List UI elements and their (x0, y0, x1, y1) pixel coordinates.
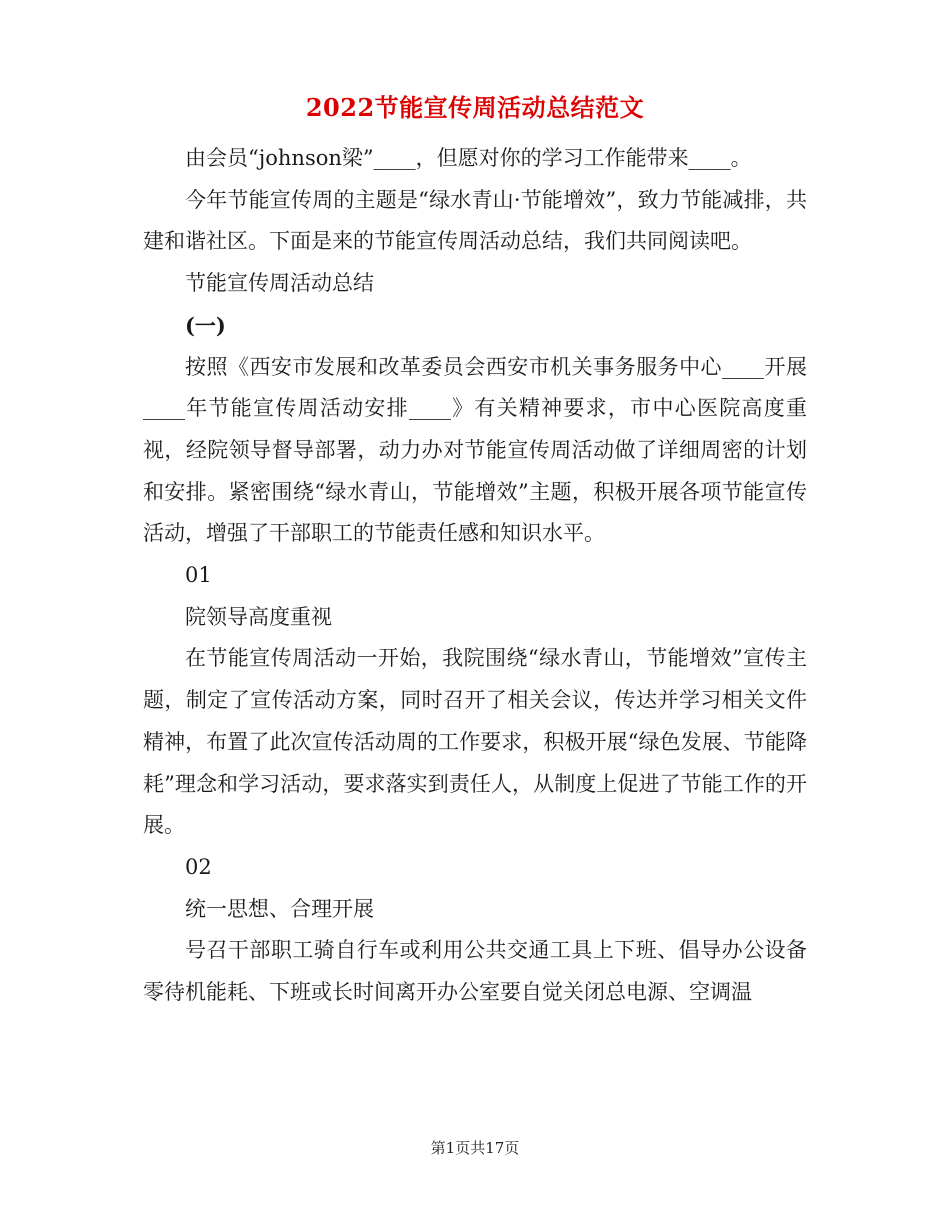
item-heading-01: 院领导高度重视 (185, 604, 332, 629)
item-number-02: 02 (185, 854, 212, 879)
item-heading-02: 统一思想、合理开展 (185, 896, 374, 921)
document-title: 2022节能宣传周活动总结范文 (305, 93, 645, 122)
item-number-01: 01 (185, 563, 212, 588)
section-heading: 节能宣传周活动总结 (185, 271, 374, 296)
paragraph-intro: 由会员“johnson梁”____，但愿对你的学习工作能带来____。 (185, 146, 752, 170)
paragraph-measures: 号召干部职工骑自行车或利用公共交通工具上下班、倡导办公设备零待机能耗、下班或长时间离开办公室要自觉关闭总电源、空调温 (143, 938, 807, 1005)
document-body (143, 138, 807, 1014)
page-footer: 第1页共17页 (430, 1139, 520, 1157)
paragraph-arrangement: 按照《西安市发展和改革委员会西安市机关事务服务中心____开展____年节能宣传周活动安排____》有关精神要求，市中心医院高度重视，经院领导督导部署，动力办对节能宣传周活动做了详细周密的计划和安排。紧密围绕“绿水青山，节能增效”主题，积极开展各项节能宣传活动，增强了干部职工的节能责任感和知识水平。 (143, 354, 807, 546)
paragraph-theme: 今年节能宣传周的主题是“绿水青山·节能增效”，致力节能减排，共建和谐社区。下面是来的节能宣传周活动总结，我们共同阅读吧。 (143, 187, 807, 254)
section-number: (一) (185, 312, 226, 338)
paragraph-leadership: 在节能宣传周活动一开始，我院围绕“绿水青山，节能增效”宣传主题，制定了宣传活动方案，同时召开了相关会议，传达并学习相关文件精神，布置了此次宣传活动周的工作要求，积极开展“绿色发展、节能降耗”理念和学习活动，要求落实到责任人，从制度上促进了节能工作的开展。 (143, 646, 807, 838)
